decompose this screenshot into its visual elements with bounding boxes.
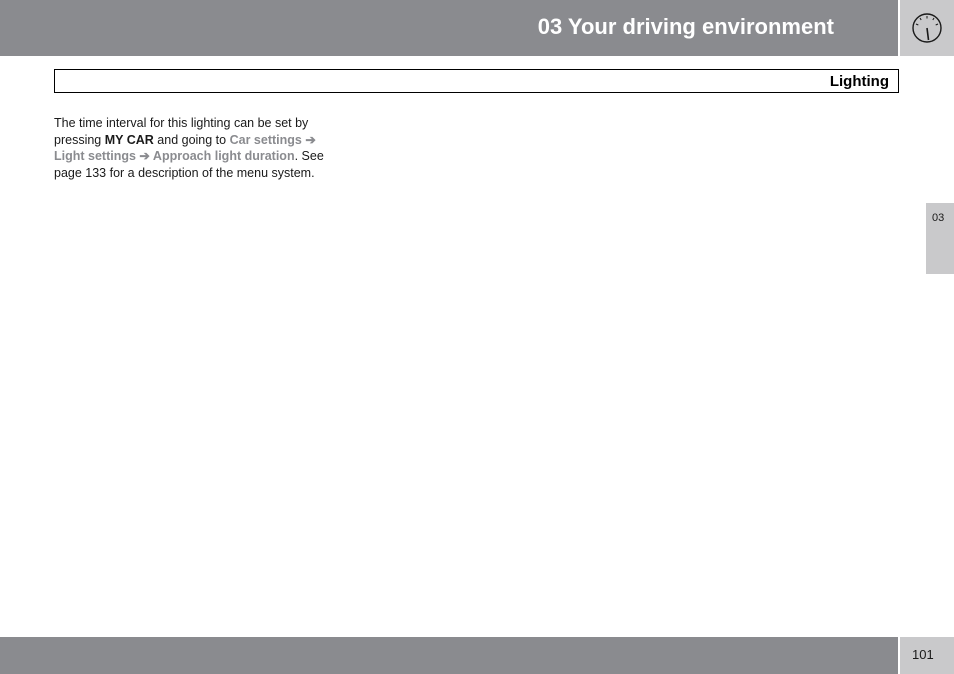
body-text-3: . See page 133 for a description of the menu system. [54,149,324,180]
header-bar [0,0,898,56]
chapter-title: 03 Your driving environment [537,14,834,39]
page-number-box [900,637,954,674]
menu-path-light-settings: Light settings [54,149,136,163]
body-text-1: The time interval for this lighting can be set by pressing [54,116,309,147]
section-title: Lighting [829,73,889,90]
chapter-side-tab [926,203,954,274]
side-tab-label: 03 [932,212,945,224]
speedometer-gauge-icon [911,12,943,44]
menu-path-approach-light-duration: Approach light duration [152,149,295,163]
body-text-2: and going to [153,132,230,147]
menu-arrow-1: ➔ [301,132,316,147]
chapter-icon-box [900,0,954,56]
body-paragraph [54,115,326,181]
page-number: 101 [912,647,934,662]
menu-arrow-2: ➔ [135,149,153,163]
footer-bar [0,637,898,674]
section-heading-box [54,69,899,93]
menu-path-car-settings: Car settings [229,132,302,147]
my-car-button-label: MY CAR [104,132,154,147]
